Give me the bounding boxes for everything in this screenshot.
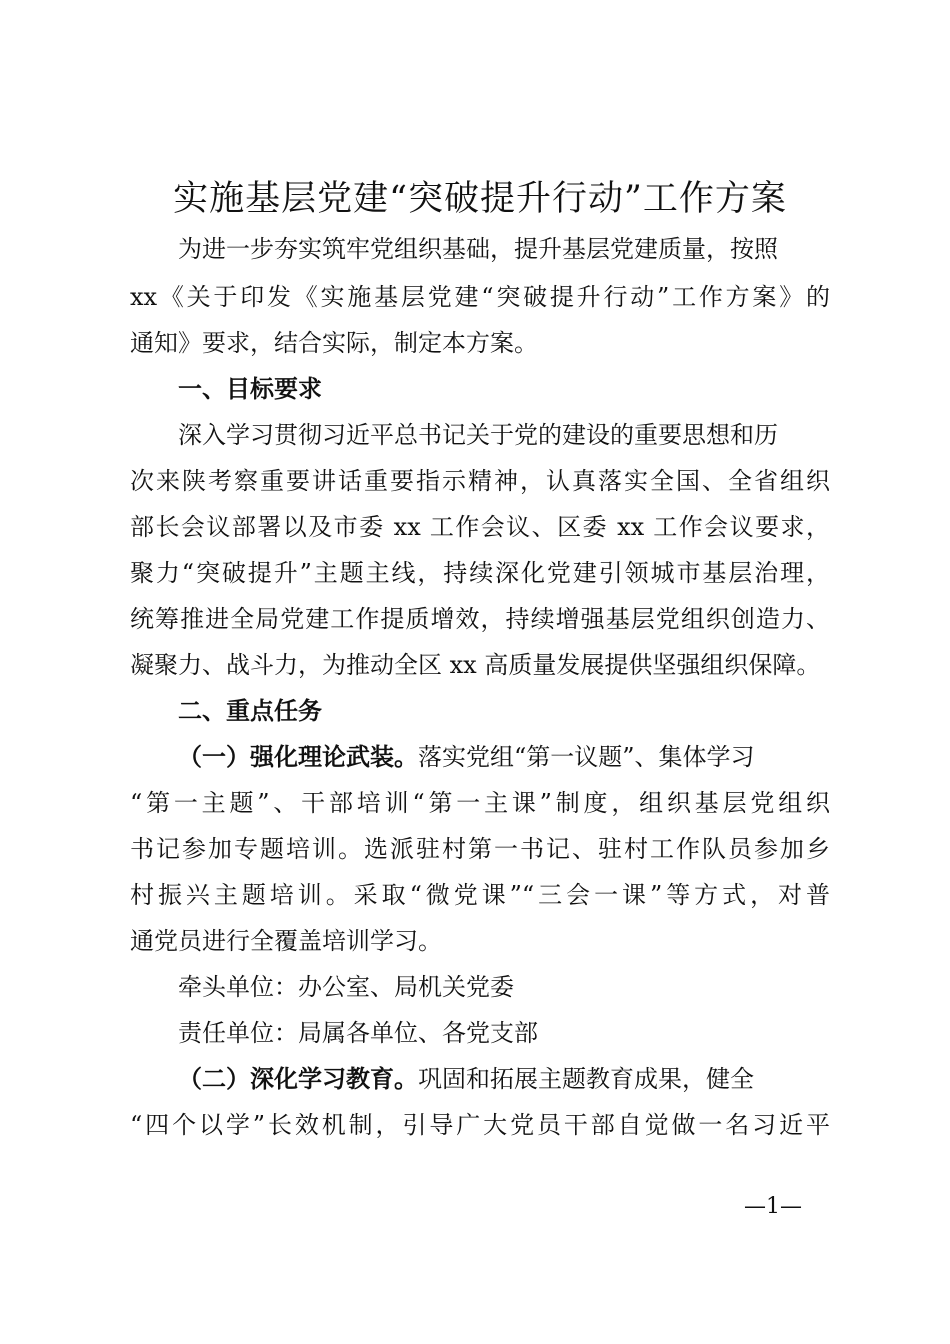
section-heading-1: 一、目标要求 — [178, 374, 322, 403]
section-heading-2: 二、重点任务 — [178, 696, 322, 725]
item1-label: （一）强化理论武装。 — [178, 742, 418, 771]
intro-line-2: xx《关于印发《实施基层党建“突破提升行动”工作方案》的 — [130, 283, 830, 311]
item1-first-rest: 落实党组“第一议题”、集体学习 — [418, 743, 755, 771]
page-number: —1— — [744, 1194, 802, 1219]
item2-first-rest: 巩固和拓展主题教育成果，健全 — [418, 1065, 754, 1093]
section1-line-1: 深入学习贯彻习近平总书记关于党的建设的重要思想和历 — [178, 421, 778, 449]
document-title: 实施基层党建“突破提升行动”工作方案 — [173, 179, 787, 219]
item1-line-2: “第一主题”、干部培训“第一主课”制度，组织基层党组织 — [130, 789, 830, 817]
item2-line-1 — [178, 1063, 754, 1095]
section1-line-5: 统筹推进全局党建工作提质增效，持续增强基层党组织创造力、 — [130, 605, 830, 633]
item1-lead-unit: 牵头单位：办公室、局机关党委 — [178, 973, 514, 1001]
item2-line-2: “四个以学”长效机制，引导广大党员干部自觉做一名习近平 — [130, 1111, 830, 1139]
item1-line-1 — [178, 741, 755, 773]
item1-responsible-unit: 责任单位：局属各单位、各党支部 — [178, 1019, 538, 1047]
section1-line-4: 聚力“突破提升”主题主线，持续深化党建引领城市基层治理， — [130, 559, 830, 587]
section1-line-3: 部长会议部署以及市委 xx 工作会议、区委 xx 工作会议要求， — [130, 513, 830, 541]
item1-line-3: 书记参加专题培训。选派驻村第一书记、驻村工作队员参加乡 — [130, 835, 830, 863]
section1-line-2: 次来陕考察重要讲话重要指示精神，认真落实全国、全省组织 — [130, 467, 830, 495]
item1-line-5: 通党员进行全覆盖培训学习。 — [130, 927, 442, 955]
intro-line-3: 通知》要求，结合实际，制定本方案。 — [130, 329, 538, 357]
item1-line-4: 村振兴主题培训。采取“微党课”“三会一课”等方式，对普 — [130, 881, 830, 909]
intro-line-1: 为进一步夯实筑牢党组织基础，提升基层党建质量，按照 — [178, 235, 778, 263]
item2-label: （二）深化学习教育。 — [178, 1064, 418, 1093]
section1-line-6: 凝聚力、战斗力，为推动全区 xx 高质量发展提供坚强组织保障。 — [130, 651, 821, 679]
